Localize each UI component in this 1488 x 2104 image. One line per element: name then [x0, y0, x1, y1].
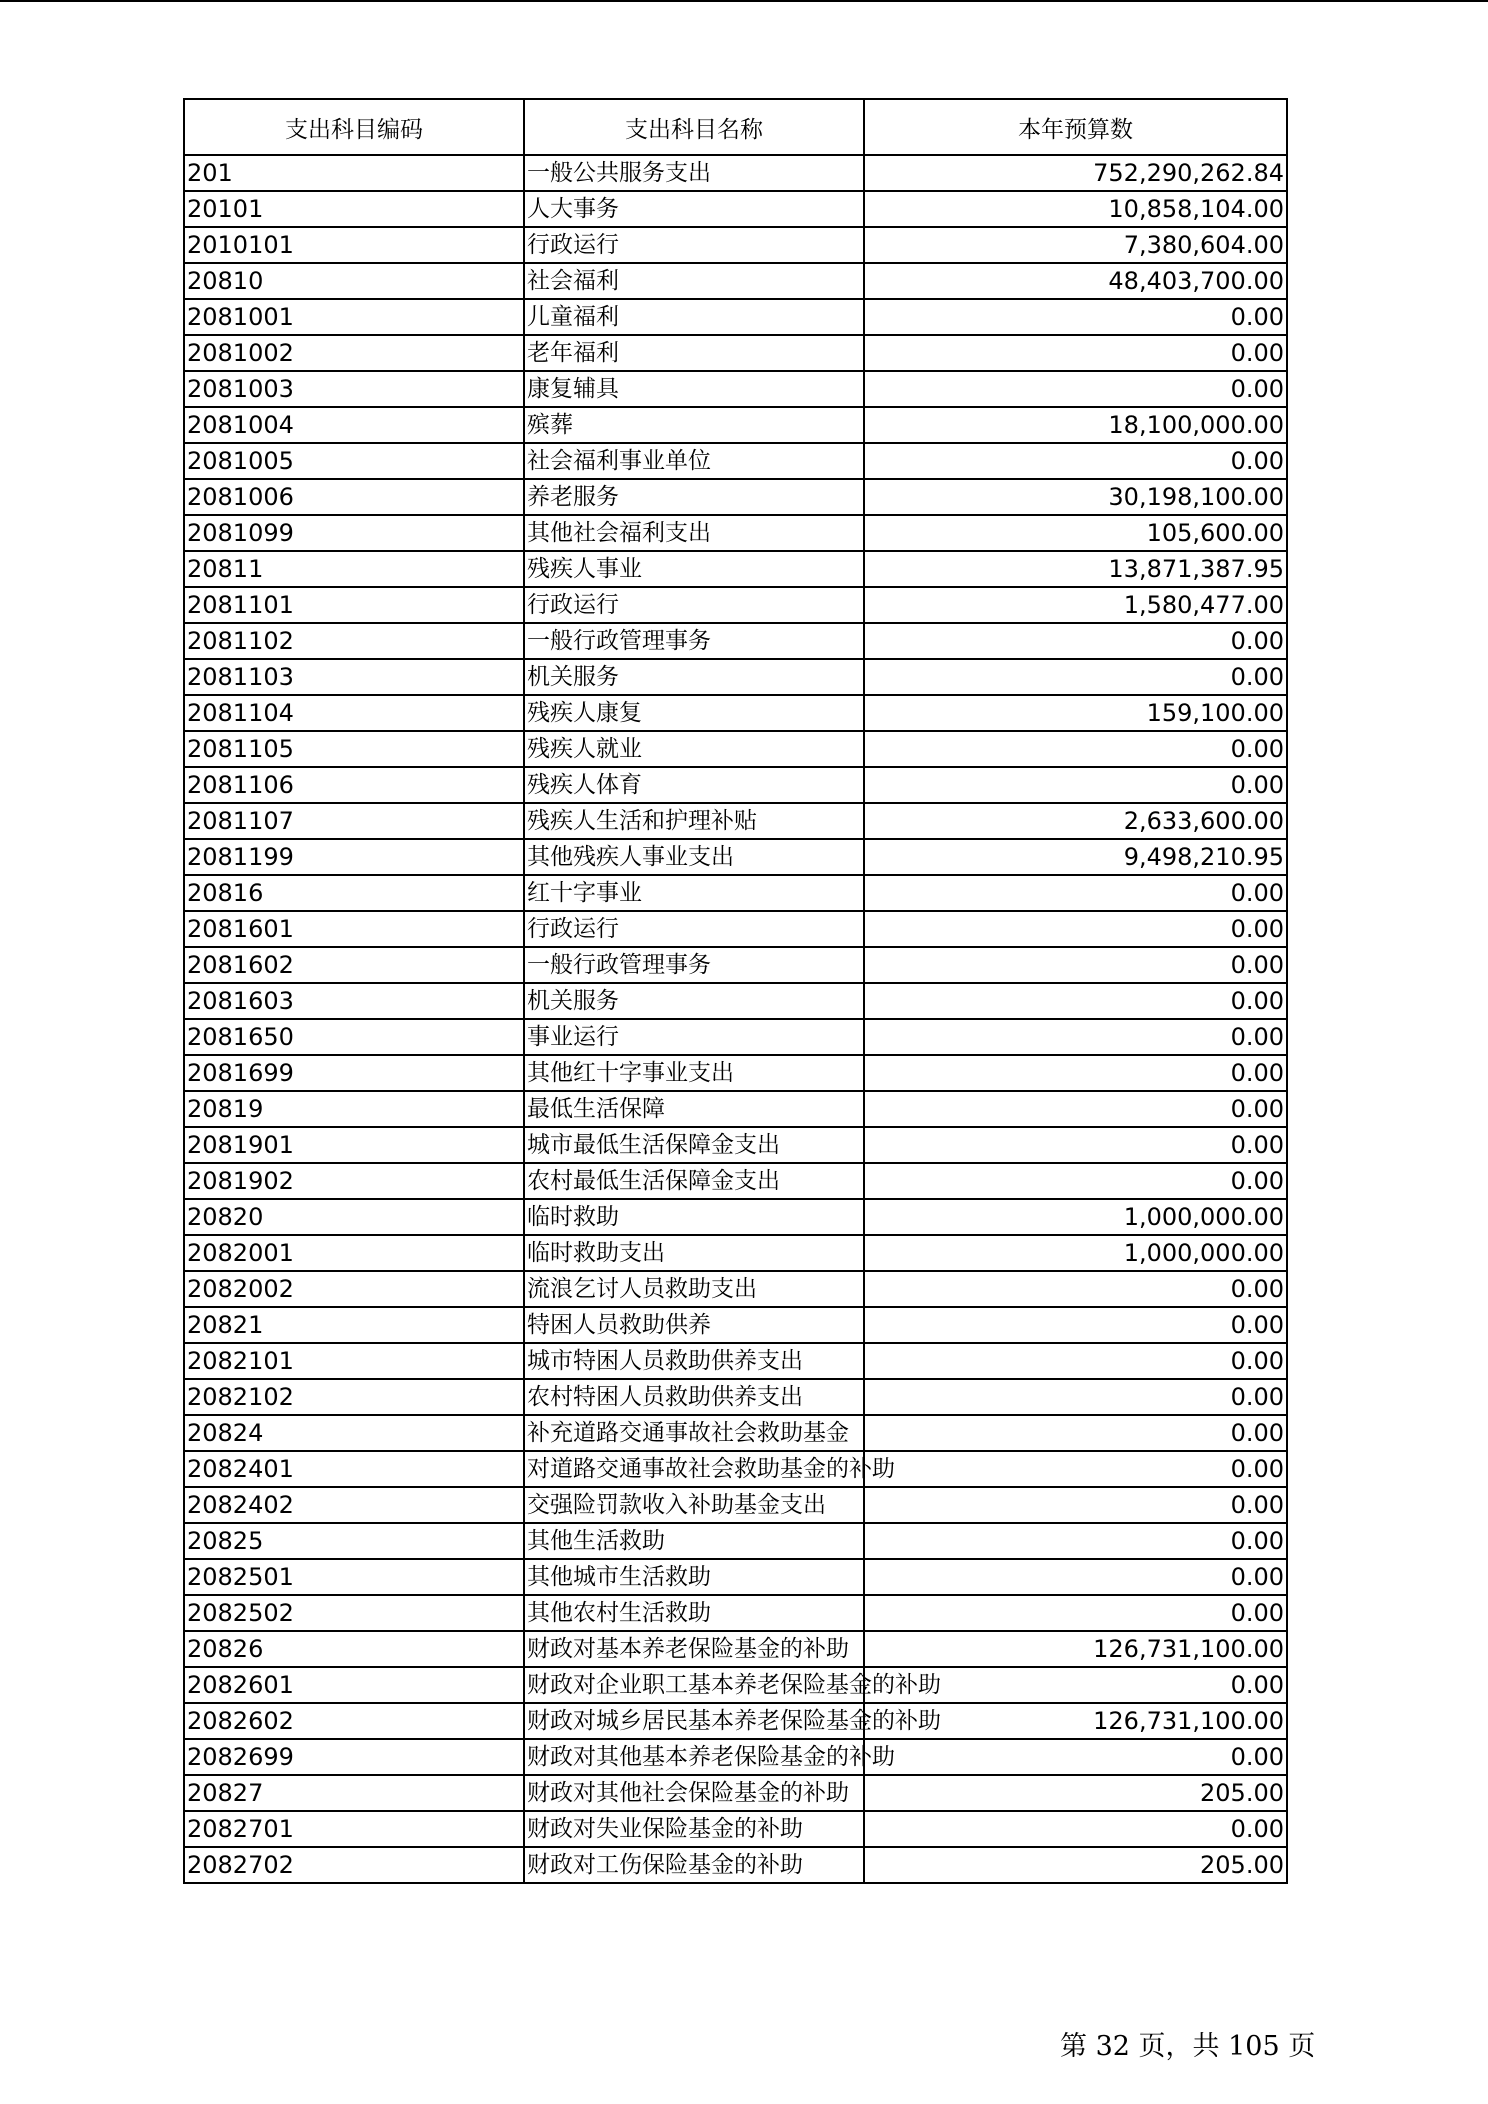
cell-amount: 0.00 — [864, 1523, 1287, 1559]
table-row — [184, 839, 1287, 875]
table-row — [184, 1055, 1287, 1091]
cell-name: 财政对工伤保险基金的补助 — [524, 1847, 864, 1883]
cell-amount: 159,100.00 — [864, 695, 1287, 731]
cell-amount: 0.00 — [864, 947, 1287, 983]
cell-name: 财政对其他基本养老保险基金的补助 — [524, 1739, 864, 1775]
cell-amount: 10,858,104.00 — [864, 191, 1287, 227]
cell-amount: 126,731,100.00 — [864, 1631, 1287, 1667]
table-row — [184, 1091, 1287, 1127]
cell-code: 2081101 — [184, 587, 524, 623]
table-row — [184, 1127, 1287, 1163]
cell-name: 对道路交通事故社会救助基金的补助 — [524, 1451, 864, 1487]
table-row — [184, 515, 1287, 551]
cell-name: 事业运行 — [524, 1019, 864, 1055]
table-row — [184, 1235, 1287, 1271]
cell-code: 2082502 — [184, 1595, 524, 1631]
table-row — [184, 695, 1287, 731]
table-row — [184, 1199, 1287, 1235]
cell-code: 20827 — [184, 1775, 524, 1811]
cell-amount: 0.00 — [864, 371, 1287, 407]
cell-name: 殡葬 — [524, 407, 864, 443]
cell-name: 一般行政管理事务 — [524, 623, 864, 659]
cell-name: 机关服务 — [524, 983, 864, 1019]
cell-name: 农村特困人员救助供养支出 — [524, 1379, 864, 1415]
cell-name: 临时救助 — [524, 1199, 864, 1235]
cell-code: 2081107 — [184, 803, 524, 839]
cell-code: 2082401 — [184, 1451, 524, 1487]
cell-name: 一般公共服务支出 — [524, 155, 864, 191]
cell-amount: 0.00 — [864, 1811, 1287, 1847]
cell-name: 财政对城乡居民基本养老保险基金的补助 — [524, 1703, 864, 1739]
table-row — [184, 1559, 1287, 1595]
cell-code: 20820 — [184, 1199, 524, 1235]
cell-name: 财政对其他社会保险基金的补助 — [524, 1775, 864, 1811]
budget-table — [183, 98, 1288, 1884]
table-row — [184, 335, 1287, 371]
cell-name: 机关服务 — [524, 659, 864, 695]
table-row — [184, 263, 1287, 299]
cell-name: 行政运行 — [524, 227, 864, 263]
cell-code: 2081105 — [184, 731, 524, 767]
cell-amount: 752,290,262.84 — [864, 155, 1287, 191]
cell-name: 财政对基本养老保险基金的补助 — [524, 1631, 864, 1667]
cell-code: 20811 — [184, 551, 524, 587]
cell-amount: 0.00 — [864, 1127, 1287, 1163]
table-row — [184, 731, 1287, 767]
cell-amount: 0.00 — [864, 1559, 1287, 1595]
cell-amount: 0.00 — [864, 1271, 1287, 1307]
cell-name: 社会福利 — [524, 263, 864, 299]
cell-name: 临时救助支出 — [524, 1235, 864, 1271]
table-row — [184, 443, 1287, 479]
cell-code: 20819 — [184, 1091, 524, 1127]
cell-amount: 0.00 — [864, 731, 1287, 767]
cell-amount: 0.00 — [864, 1379, 1287, 1415]
cell-name: 一般行政管理事务 — [524, 947, 864, 983]
table-row — [184, 1775, 1287, 1811]
cell-code: 2082702 — [184, 1847, 524, 1883]
cell-code: 2082602 — [184, 1703, 524, 1739]
cell-name: 人大事务 — [524, 191, 864, 227]
table-row — [184, 1415, 1287, 1451]
cell-name: 其他残疾人事业支出 — [524, 839, 864, 875]
cell-name: 其他城市生活救助 — [524, 1559, 864, 1595]
cell-code: 2081106 — [184, 767, 524, 803]
header-name: 支出科目名称 — [524, 99, 864, 155]
cell-name: 城市特困人员救助供养支出 — [524, 1343, 864, 1379]
cell-amount: 0.00 — [864, 623, 1287, 659]
cell-name: 最低生活保障 — [524, 1091, 864, 1127]
page-top-border — [0, 0, 1488, 2]
table-row — [184, 1019, 1287, 1055]
table-row — [184, 803, 1287, 839]
cell-amount: 0.00 — [864, 1415, 1287, 1451]
cell-amount: 1,580,477.00 — [864, 587, 1287, 623]
cell-name: 其他红十字事业支出 — [524, 1055, 864, 1091]
table-row — [184, 1451, 1287, 1487]
table-row — [184, 1847, 1287, 1883]
cell-name: 城市最低生活保障金支出 — [524, 1127, 864, 1163]
cell-name: 交强险罚款收入补助基金支出 — [524, 1487, 864, 1523]
table-row — [184, 1811, 1287, 1847]
table-row — [184, 299, 1287, 335]
cell-amount: 2,633,600.00 — [864, 803, 1287, 839]
table-row — [184, 1487, 1287, 1523]
cell-amount: 0.00 — [864, 983, 1287, 1019]
cell-amount: 1,000,000.00 — [864, 1235, 1287, 1271]
table-row — [184, 983, 1287, 1019]
cell-amount: 18,100,000.00 — [864, 407, 1287, 443]
table-row — [184, 1271, 1287, 1307]
cell-amount: 0.00 — [864, 1451, 1287, 1487]
cell-amount: 0.00 — [864, 1667, 1287, 1703]
table-row — [184, 875, 1287, 911]
table-row — [184, 1703, 1287, 1739]
cell-amount: 0.00 — [864, 1091, 1287, 1127]
cell-amount: 0.00 — [864, 1019, 1287, 1055]
cell-name: 儿童福利 — [524, 299, 864, 335]
cell-name: 残疾人就业 — [524, 731, 864, 767]
cell-code: 2081001 — [184, 299, 524, 335]
table-row — [184, 1379, 1287, 1415]
table-row — [184, 371, 1287, 407]
table-row — [184, 1307, 1287, 1343]
table-row — [184, 1343, 1287, 1379]
cell-code: 2082002 — [184, 1271, 524, 1307]
cell-code: 20810 — [184, 263, 524, 299]
header-amount: 本年预算数 — [864, 99, 1287, 155]
cell-name: 社会福利事业单位 — [524, 443, 864, 479]
cell-code: 20816 — [184, 875, 524, 911]
cell-code: 2081002 — [184, 335, 524, 371]
table-row — [184, 407, 1287, 443]
cell-amount: 13,871,387.95 — [864, 551, 1287, 587]
cell-amount: 0.00 — [864, 767, 1287, 803]
cell-amount: 0.00 — [864, 1307, 1287, 1343]
cell-name: 补充道路交通事故社会救助基金 — [524, 1415, 864, 1451]
cell-code: 2081901 — [184, 1127, 524, 1163]
cell-code: 2081102 — [184, 623, 524, 659]
table-row — [184, 911, 1287, 947]
cell-name: 老年福利 — [524, 335, 864, 371]
cell-code: 2081650 — [184, 1019, 524, 1055]
cell-code: 20821 — [184, 1307, 524, 1343]
table-row — [184, 551, 1287, 587]
cell-code: 2010101 — [184, 227, 524, 263]
table-row — [184, 155, 1287, 191]
cell-code: 2081099 — [184, 515, 524, 551]
cell-code: 2082601 — [184, 1667, 524, 1703]
cell-code: 20824 — [184, 1415, 524, 1451]
table-header — [184, 99, 1287, 155]
table-row — [184, 1523, 1287, 1559]
cell-name: 残疾人事业 — [524, 551, 864, 587]
cell-name: 残疾人体育 — [524, 767, 864, 803]
cell-code: 2081004 — [184, 407, 524, 443]
cell-code: 2082101 — [184, 1343, 524, 1379]
cell-name: 养老服务 — [524, 479, 864, 515]
cell-code: 2081601 — [184, 911, 524, 947]
cell-name: 残疾人康复 — [524, 695, 864, 731]
cell-amount: 0.00 — [864, 875, 1287, 911]
table-row — [184, 1631, 1287, 1667]
cell-amount: 105,600.00 — [864, 515, 1287, 551]
table-row — [184, 1739, 1287, 1775]
cell-code: 2081003 — [184, 371, 524, 407]
page-number: 第 32 页，共 105 页 — [1060, 2031, 1316, 2062]
cell-amount: 0.00 — [864, 299, 1287, 335]
table-row — [184, 767, 1287, 803]
cell-code: 2081699 — [184, 1055, 524, 1091]
cell-code: 2081199 — [184, 839, 524, 875]
table-body — [184, 155, 1287, 1883]
cell-amount: 7,380,604.00 — [864, 227, 1287, 263]
cell-amount: 1,000,000.00 — [864, 1199, 1287, 1235]
cell-amount: 0.00 — [864, 1487, 1287, 1523]
header-row — [184, 99, 1287, 155]
cell-amount: 205.00 — [864, 1847, 1287, 1883]
cell-name: 残疾人生活和护理补贴 — [524, 803, 864, 839]
cell-name: 行政运行 — [524, 911, 864, 947]
cell-code: 2082501 — [184, 1559, 524, 1595]
header-code: 支出科目编码 — [184, 99, 524, 155]
cell-code: 201 — [184, 155, 524, 191]
cell-name: 财政对失业保险基金的补助 — [524, 1811, 864, 1847]
cell-amount: 126,731,100.00 — [864, 1703, 1287, 1739]
table-row — [184, 1163, 1287, 1199]
table-row — [184, 623, 1287, 659]
cell-code: 20826 — [184, 1631, 524, 1667]
cell-amount: 0.00 — [864, 911, 1287, 947]
cell-name: 行政运行 — [524, 587, 864, 623]
cell-code: 2082701 — [184, 1811, 524, 1847]
cell-name: 其他农村生活救助 — [524, 1595, 864, 1631]
cell-code: 2081104 — [184, 695, 524, 731]
cell-amount: 0.00 — [864, 1739, 1287, 1775]
cell-amount: 0.00 — [864, 1163, 1287, 1199]
cell-code: 2082102 — [184, 1379, 524, 1415]
cell-amount: 0.00 — [864, 443, 1287, 479]
cell-name: 其他生活救助 — [524, 1523, 864, 1559]
table-row — [184, 659, 1287, 695]
table-row — [184, 191, 1287, 227]
cell-code: 2081603 — [184, 983, 524, 1019]
table-row — [184, 1667, 1287, 1703]
cell-code: 20825 — [184, 1523, 524, 1559]
cell-name: 其他社会福利支出 — [524, 515, 864, 551]
cell-name: 特困人员救助供养 — [524, 1307, 864, 1343]
table-row — [184, 479, 1287, 515]
cell-name: 康复辅具 — [524, 371, 864, 407]
cell-amount: 0.00 — [864, 1343, 1287, 1379]
cell-amount: 0.00 — [864, 659, 1287, 695]
cell-code: 2082001 — [184, 1235, 524, 1271]
cell-amount: 9,498,210.95 — [864, 839, 1287, 875]
table-row — [184, 587, 1287, 623]
cell-name: 流浪乞讨人员救助支出 — [524, 1271, 864, 1307]
cell-amount: 0.00 — [864, 335, 1287, 371]
cell-code: 2082699 — [184, 1739, 524, 1775]
cell-code: 2081005 — [184, 443, 524, 479]
cell-code: 2081103 — [184, 659, 524, 695]
cell-amount: 0.00 — [864, 1055, 1287, 1091]
cell-code: 2081006 — [184, 479, 524, 515]
cell-code: 20101 — [184, 191, 524, 227]
cell-amount: 0.00 — [864, 1595, 1287, 1631]
cell-name: 财政对企业职工基本养老保险基金的补助 — [524, 1667, 864, 1703]
cell-amount: 205.00 — [864, 1775, 1287, 1811]
table-row — [184, 1595, 1287, 1631]
cell-name: 红十字事业 — [524, 875, 864, 911]
cell-code: 2082402 — [184, 1487, 524, 1523]
cell-amount: 30,198,100.00 — [864, 479, 1287, 515]
cell-code: 2081602 — [184, 947, 524, 983]
table-row — [184, 227, 1287, 263]
cell-name: 农村最低生活保障金支出 — [524, 1163, 864, 1199]
cell-amount: 48,403,700.00 — [864, 263, 1287, 299]
cell-code: 2081902 — [184, 1163, 524, 1199]
table-row — [184, 947, 1287, 983]
